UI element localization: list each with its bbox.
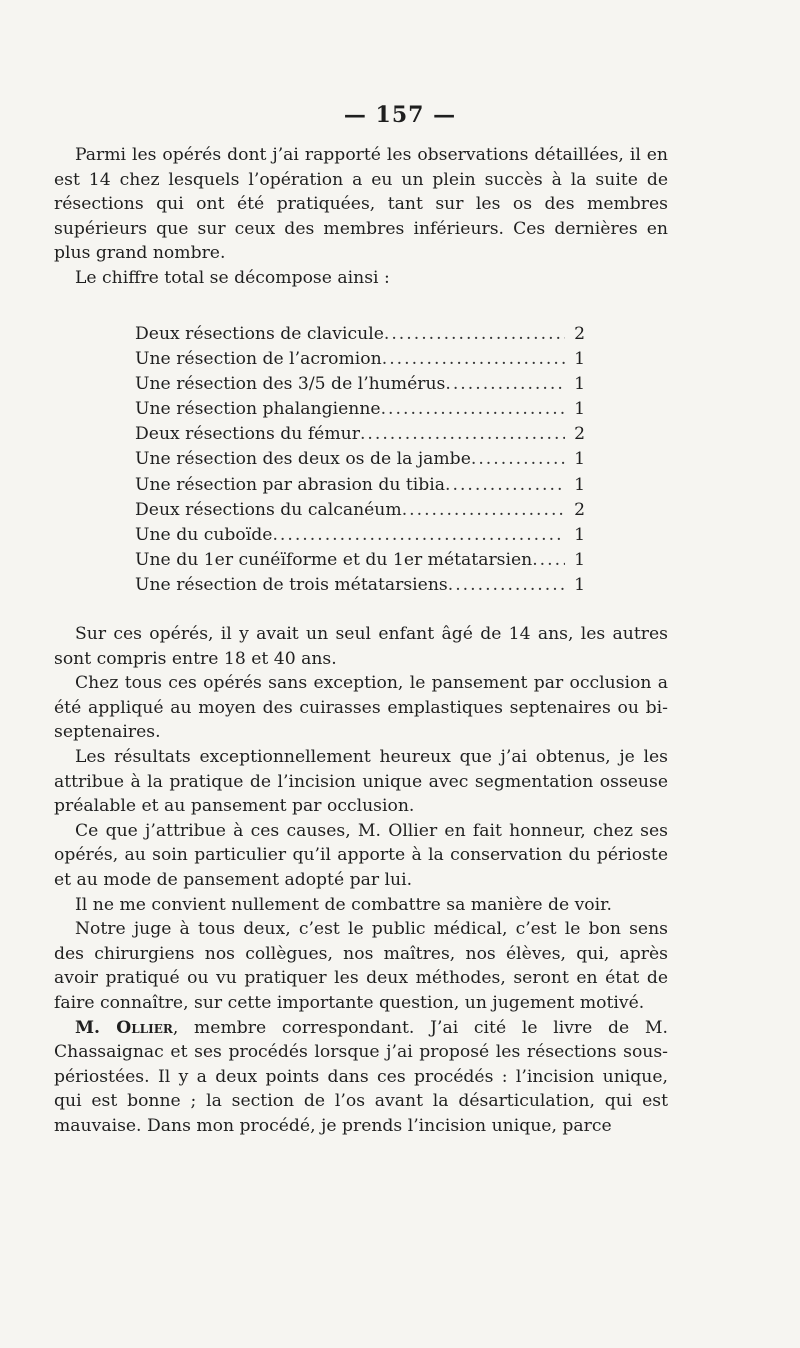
body-paragraph-2: Chez tous ces opérés sans exception, le pansement par occlusion a été appliqué au moyen des cuirasses emplastiques septenaires ou bi-septenaires.	[54, 673, 668, 743]
list-item-label: Une résection de l’acromion	[135, 349, 382, 370]
list-item	[135, 347, 585, 372]
list-item-count: 2	[574, 499, 585, 520]
list-item	[135, 548, 585, 573]
list-item-label: Une résection par abrasion du tibia	[135, 474, 446, 495]
list-item-label: Une résection des deux os de la jambe	[135, 449, 471, 470]
list-item	[135, 573, 585, 598]
leader-dots	[448, 573, 565, 598]
list-item	[135, 372, 585, 397]
list-item-count: 2	[574, 424, 585, 445]
leader-dots	[272, 523, 565, 548]
leader-dots	[381, 397, 565, 422]
list-item-count: 1	[574, 524, 585, 545]
list-item	[135, 397, 585, 422]
list-item	[135, 447, 585, 472]
list-item-count: 1	[574, 374, 585, 395]
leader-dots	[384, 322, 565, 347]
body-paragraph-7	[54, 1016, 668, 1139]
body-paragraph-5: Il ne me convient nullement de combattre sa manière de voir.	[75, 894, 612, 915]
leader-dots	[471, 447, 565, 472]
list-item-label: Une du 1er cunéïforme et du 1er métatarsien	[135, 549, 533, 570]
list-item	[135, 473, 585, 498]
list-item-label: Une du cuboïde	[135, 524, 273, 545]
list-item-label: Une résection des 3/5 de l’humérus	[135, 374, 446, 395]
intro-text	[54, 143, 668, 291]
body-paragraph-1: Sur ces opérés, il y avait un seul enfant âgé de 14 ans, les autres sont compris entre 18 et 40 ans.	[54, 624, 668, 669]
list-item-label: Deux résections du calcanéum	[135, 499, 402, 520]
speaker-name: M. Ollier	[75, 1017, 173, 1038]
list-item	[135, 422, 585, 447]
leader-dots	[445, 473, 565, 498]
list-item-label: Une résection phalangienne	[135, 399, 381, 420]
body-text	[54, 622, 668, 1138]
list-item-count: 1	[574, 574, 585, 595]
leader-dots	[402, 498, 565, 523]
list-item-count: 1	[574, 399, 585, 420]
leader-dots	[532, 548, 565, 573]
list-item-count: 1	[574, 474, 585, 495]
list-item-label: Deux résections de clavicule	[135, 324, 384, 344]
list-item-count: 1	[574, 349, 585, 370]
resection-list	[135, 322, 585, 598]
list-item	[135, 322, 585, 347]
page-number: — 157 —	[343, 102, 457, 128]
body-paragraph-6: Notre juge à tous deux, c’est le public médical, c’est le bon sens des chirurgiens nos collègues, nos maîtres, nos élèves, qui, après avoir pratiqué ou vu pratiquer les deux méthodes, seront en état de faire connaître, sur cette importante question, un jugement motivé.	[54, 919, 668, 1013]
list-item-count: 1	[574, 449, 585, 470]
list-item	[135, 498, 585, 523]
list-item	[135, 523, 585, 548]
list-item-count: 1	[574, 549, 585, 570]
body-paragraph-4: Ce que j’attribue à ces causes, M. Ollier en fait honneur, chez ses opérés, au soin particulier qu’il apporte à la conservation du périoste et au mode de pansement adopté par lui.	[54, 820, 668, 890]
intro-paragraph-1: Parmi les opérés dont j’ai rapporté les observations détaillées, il en est 14 chez lesquels l’opération a eu un plein succès à la suite de résections qui ont été pratiquées, tant sur les os des membres supérieurs que sur ceux des membres inférieurs. Ces dernières en plus grand nombre.	[54, 145, 668, 264]
list-item-label: Deux résections du fémur	[135, 424, 360, 445]
list-item-count: 2	[574, 324, 585, 344]
leader-dots	[382, 347, 565, 372]
speaker-text: , membre correspondant. J’ai cité le livre de M. Chassaignac et ses procédés lorsque j’ai proposé les résections sous-périostées. Il y a deux points dans ces procédés : l’incision unique, qui est bonne ; la section de l’os avant la désarticulation, qui est mauvaise. Dans mon procédé, je prends l’incision unique, parce	[54, 1017, 668, 1136]
list-item-label: Une résection de trois métatarsiens	[135, 574, 448, 595]
intro-paragraph-2: Le chiffre total se décompose ainsi :	[75, 267, 390, 288]
leader-dots	[445, 372, 565, 397]
body-paragraph-3: Les résultats exceptionnellement heureux que j’ai obtenus, je les attribue à la pratique de l’incision unique avec segmentation osseuse préalable et au pansement par occlusion.	[54, 746, 668, 817]
leader-dots	[360, 422, 565, 447]
